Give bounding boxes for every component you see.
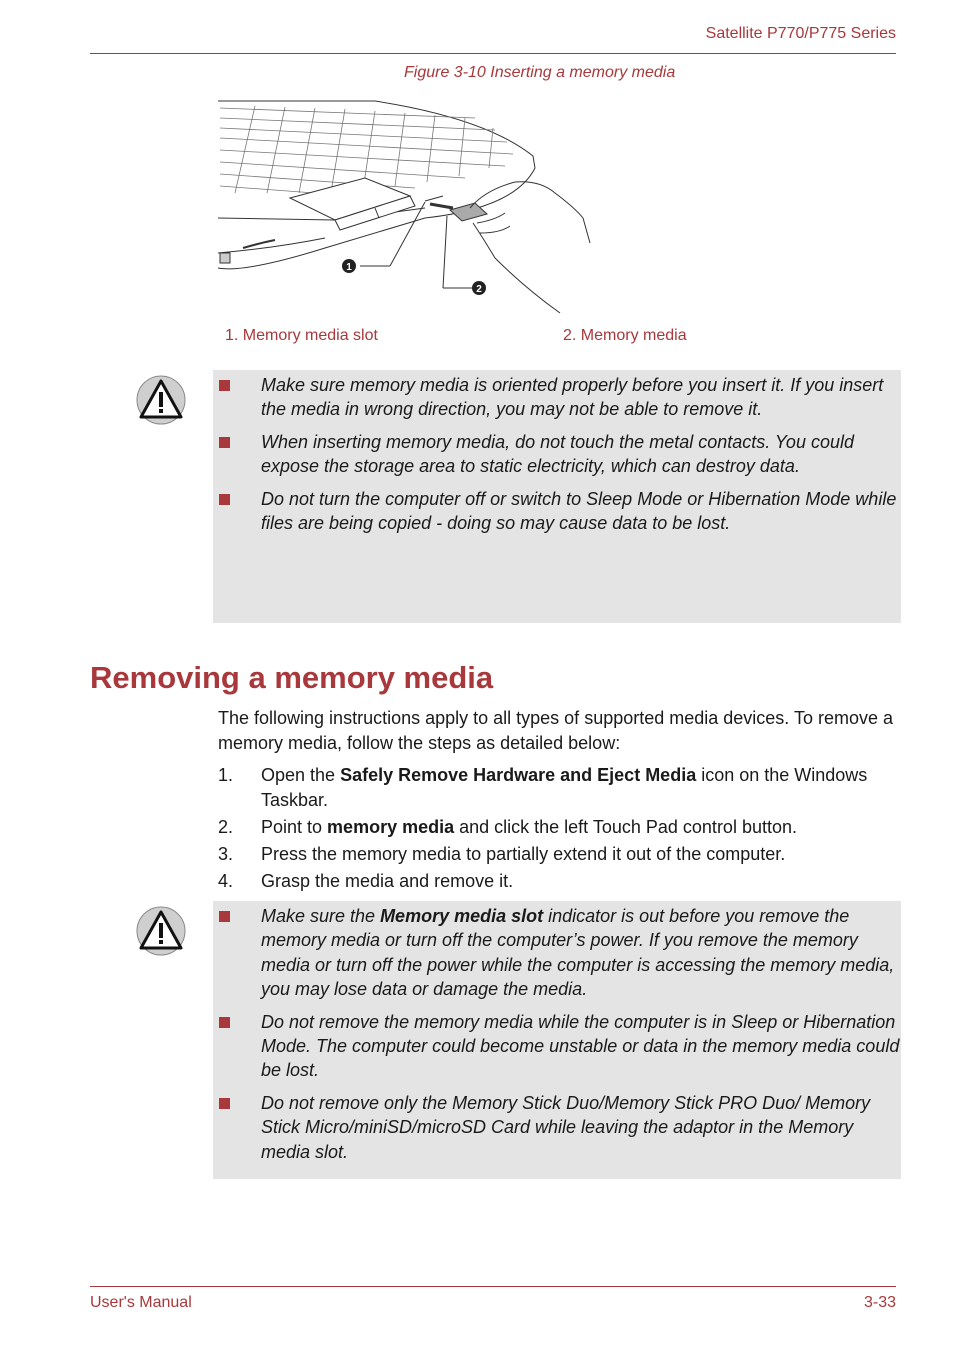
header-rule [90,53,896,54]
callout-1: 1 [346,262,352,273]
footer-manual-label: User's Manual [90,1294,192,1311]
list-item: 4. Grasp the media and remove it. [218,871,514,891]
list-item: 3. Press the memory media to partially extend it out of the computer. [218,844,786,864]
legend-item-1: 1. Memory media slot [225,327,378,344]
running-header: Satellite P770/P775 Series [705,25,896,42]
caution-box-2 [213,901,901,1179]
list-item: 2. Point to memory media and click the left Touch Pad control button. [218,817,797,837]
laptop-memory-media-illustration [215,98,595,318]
page-number: 3-33 [863,1294,896,1311]
caution-item: Do not remove only the Memory Stick Duo/Memory Stick PRO Duo/ Memory Stick Micro/miniSD/microSD Card while leaving the adaptor in the Memory media slot. [213,1091,901,1164]
caution-item: When inserting memory media, do not touch the metal contacts. You could expose the storage area to static electricity, which can destroy data. [213,430,901,479]
caution-item: Do not turn the computer off or switch to Sleep Mode or Hibernation Mode while files are being copied - doing so may cause data to be lost. [213,487,901,536]
list-item: 1. Open the Safely Remove Hardware and Eject Media icon on the Windows Taskbar. [218,765,868,810]
callout-2: 2 [476,284,482,295]
section-title: Removing a memory media [90,660,494,695]
intro-paragraph: The following instructions apply to all types of supported media devices. To remove a memory media, follow the steps as detailed below: [218,708,894,753]
caution-item: Do not remove the memory media while the computer is in Sleep or Hibernation Mode. The computer could become unstable or data in the memory media could be lost. [213,1010,901,1083]
caution-box-1 [213,370,901,623]
warning-triangle-icon [136,906,186,956]
legend-item-2: 2. Memory media [563,327,687,344]
warning-triangle-icon [136,375,186,425]
caution-item: Make sure memory media is oriented properly before you insert it. If you insert the media in wrong direction, you may not be able to remove it. [213,373,901,422]
figure-caption: Figure 3-10 Inserting a memory media [404,64,676,81]
steps-list [218,763,898,896]
caution-item: Make sure the Memory media slot indicator is out before you remove the memory media or turn off the computer’s power. If you remove the memory media or turn off the power while the computer is accessing the memory media, you may lose data or damage the media. [213,904,901,1002]
footer-rule [90,1286,896,1287]
